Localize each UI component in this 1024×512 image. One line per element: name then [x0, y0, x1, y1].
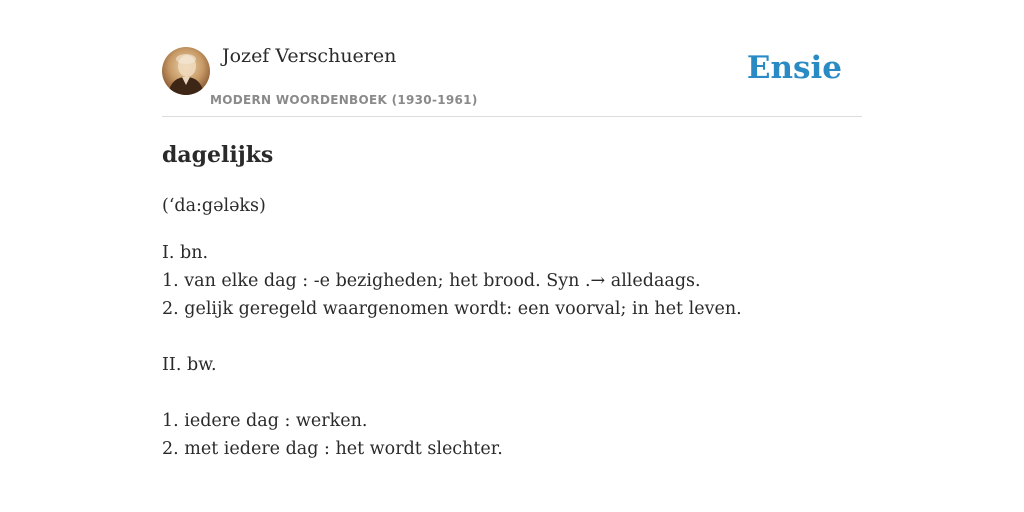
brand-logo[interactable]: Ensie [746, 50, 842, 86]
definition-line: 2. met iedere dag : het wordt slechter. [162, 439, 503, 459]
definition-line: II. bw. [162, 355, 217, 375]
definition-line: I. bn. [162, 243, 209, 263]
source-label[interactable]: MODERN WOORDENBOEK (1930-1961) [210, 93, 478, 107]
definition-spacer [162, 323, 862, 351]
entry-content [162, 140, 862, 463]
author-name[interactable]: Jozef Verschueren [222, 45, 397, 67]
entry-definitions [162, 239, 862, 463]
definition-line: 1. iedere dag : werken. [162, 411, 368, 431]
portrait-icon [162, 47, 210, 95]
definition-line: 2. gelijk geregeld waargenomen wordt: een voorval; in het leven. [162, 299, 742, 319]
definition-spacer [162, 379, 862, 407]
definition-line: 1. van elke dag : -e bezigheden; het brood. Syn .→ alledaags. [162, 271, 701, 291]
entry-term: dagelijks [162, 142, 274, 168]
header [162, 44, 862, 117]
author-avatar[interactable] [162, 47, 210, 95]
entry-pronunciation: (‘da:gələks) [162, 196, 266, 216]
